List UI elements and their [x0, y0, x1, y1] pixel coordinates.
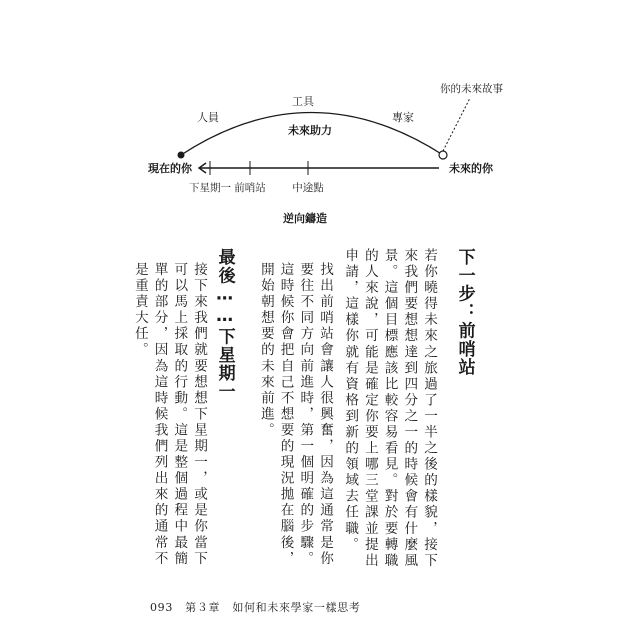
future-you-label: 未來的你: [449, 162, 493, 175]
arc-label-tools: 工具: [292, 95, 314, 108]
future-story-pointer: [443, 98, 470, 151]
section2-heading: 最後……下星期一: [214, 248, 235, 401]
arc-caption: 未來助力: [288, 124, 332, 137]
tick-label-next-monday: 下星期一: [189, 182, 231, 194]
page-footer: [150, 599, 369, 615]
arc-label-experts: 專家: [392, 111, 414, 124]
page-number: 093: [150, 601, 173, 614]
chapter-title: 如何和未來學家一樣思考: [232, 601, 361, 614]
present-you-label: 現在的你: [148, 162, 192, 175]
future-story-label: 你的未來故事: [440, 83, 503, 95]
arc-label-people: 人員: [197, 111, 219, 124]
axis-caption: 逆向鑄造: [283, 212, 327, 225]
section2-paragraph-1: 接下來我們就要想想下星期一，或是你當下可以馬上採取的行動。這是整個過程中最簡單的部分，因為這時候我們列出來的通常不是重責大任。: [131, 262, 207, 567]
section1-heading: 下一步：前哨站: [454, 248, 475, 377]
present-dot: [178, 152, 185, 159]
chapter-label: 第３章: [185, 601, 221, 614]
future-circle: [439, 151, 447, 159]
tick-label-outpost: 前哨站: [234, 182, 266, 194]
tick-label-midpoint: 中途點: [292, 182, 324, 194]
section1-paragraph-2: 找出前哨站會讓人很興奮，因為這通常是你要往不同方向前進時，第一個明確的步驟。這時候你會把自己不想要的現況拋在腦後，開始朝想要的未來前進。: [257, 262, 333, 567]
backcasting-diagram: [0, 0, 640, 240]
section1-paragraph-1: 若你曉得未來之旅過了一半之後的樣貌，接下來我們要想想達到四分之一的時候會有什麼風景。這個目標應該比較容易看見。對於要轉職的人來說，可能是確定你要上哪三堂課並提出申請，這樣你就有資格到新的領域去任職。: [342, 248, 437, 569]
